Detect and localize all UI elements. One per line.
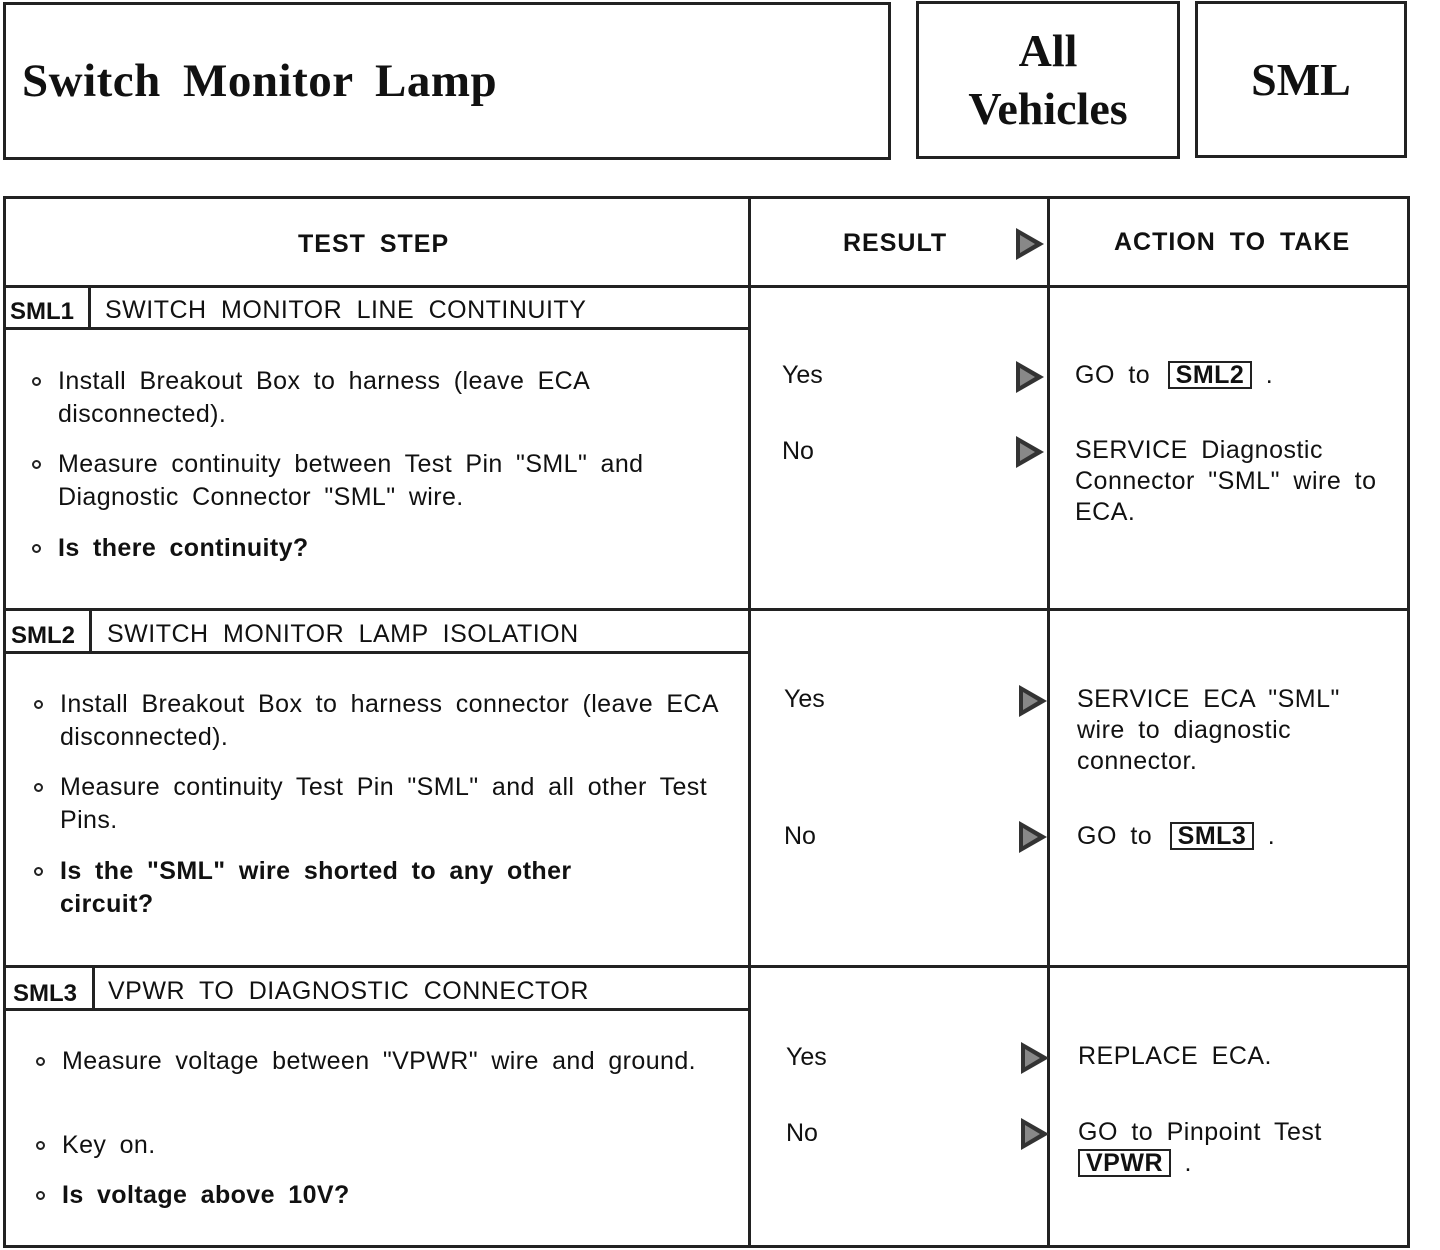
step3-title-underline (3, 1008, 751, 1011)
step2-action-no: GO to SML3 . (1077, 822, 1276, 850)
step1-result-yes: Yes (782, 361, 823, 389)
header-action: ACTION TO TAKE (1114, 228, 1351, 256)
header-test-step: TEST STEP (298, 230, 450, 258)
header-divider (3, 285, 1410, 288)
step1-action-yes: GO to SML2 . (1075, 361, 1274, 389)
vehicles-line1: All (1018, 25, 1078, 76)
step2-ref-sml3[interactable]: SML3 (1170, 822, 1255, 850)
step1-action-no: SERVICE Diagnostic Connector "SML" wire to ECA. (1075, 436, 1377, 526)
step1-bullet-1: Install Breakout Box to harness (leave ECA disconnected). (58, 365, 738, 431)
bullet-icon (34, 700, 43, 709)
step3-action-no: GO to Pinpoint Test VPWR . (1078, 1118, 1322, 1177)
step3-action-yes: REPLACE ECA. (1078, 1042, 1273, 1070)
step-divider-1 (3, 608, 1410, 611)
bullet-icon (32, 460, 41, 469)
step3-ref-vpwr[interactable]: VPWR (1078, 1149, 1171, 1177)
step3-code: SML3 (13, 980, 78, 1007)
step2-title: SWITCH MONITOR LAMP ISOLATION (107, 620, 579, 648)
step1-result-no: No (782, 437, 814, 465)
step2-code: SML2 (11, 622, 76, 649)
step1-title: SWITCH MONITOR LINE CONTINUITY (105, 296, 587, 324)
step2-yes-arrow-icon (1019, 685, 1047, 717)
vehicles-line2: Vehicles (968, 83, 1128, 134)
step1-yes-arrow-icon (1016, 361, 1044, 393)
vehicles-box (916, 1, 1180, 159)
step3-code-divider (92, 967, 95, 1010)
bullet-icon (32, 544, 41, 553)
step1-question: Is there continuity? (58, 532, 738, 565)
header-arrow-icon (1016, 228, 1044, 260)
step3-result-yes: Yes (786, 1043, 827, 1071)
step-divider-2 (3, 965, 1410, 968)
step2-title-underline (3, 651, 751, 654)
step1-no-arrow-icon (1016, 436, 1044, 468)
code-box (1195, 1, 1407, 158)
step3-no-arrow-icon (1021, 1118, 1049, 1150)
step3-result-no: No (786, 1119, 818, 1147)
bullet-icon (36, 1057, 45, 1066)
bullet-icon (36, 1141, 45, 1150)
step3-bullet-2: Key on. (62, 1129, 702, 1162)
page-title: Switch Monitor Lamp (22, 55, 498, 107)
step2-bullet-1: Install Breakout Box to harness connector (leave ECA disconnected). (60, 688, 740, 754)
step1-code: SML1 (10, 298, 75, 325)
vehicles-label (968, 22, 1127, 138)
bullet-icon (32, 377, 41, 386)
title-box (3, 2, 891, 160)
bullet-icon (36, 1191, 45, 1200)
step2-question: Is the "SML" wire shorted to any other circuit? (60, 855, 660, 921)
step1-code-divider (88, 287, 91, 329)
step2-result-no: No (784, 822, 816, 850)
step3-question: Is voltage above 10V? (62, 1179, 702, 1212)
step1-ref-sml2[interactable]: SML2 (1168, 361, 1253, 389)
step3-title: VPWR TO DIAGNOSTIC CONNECTOR (108, 977, 589, 1005)
bullet-icon (34, 783, 43, 792)
step1-title-underline (3, 327, 751, 330)
section-code: SML (1251, 54, 1351, 105)
step2-action-yes: SERVICE ECA "SML" wire to diagnostic connector. (1077, 685, 1340, 775)
step2-code-divider (89, 610, 92, 653)
step2-no-arrow-icon (1019, 821, 1047, 853)
step3-yes-arrow-icon (1021, 1042, 1049, 1074)
step1-bullet-2: Measure continuity between Test Pin "SML" and Diagnostic Connector "SML" wire. (58, 448, 738, 514)
step3-bullet-1: Measure voltage between "VPWR" wire and ground. (62, 1045, 702, 1078)
step2-result-yes: Yes (784, 685, 825, 713)
header-result: RESULT (843, 229, 948, 257)
col-divider-1 (748, 196, 751, 1248)
step2-bullet-2: Measure continuity Test Pin "SML" and all other Test Pins. (60, 771, 740, 837)
bullet-icon (34, 867, 43, 876)
col-divider-2 (1047, 196, 1050, 1248)
